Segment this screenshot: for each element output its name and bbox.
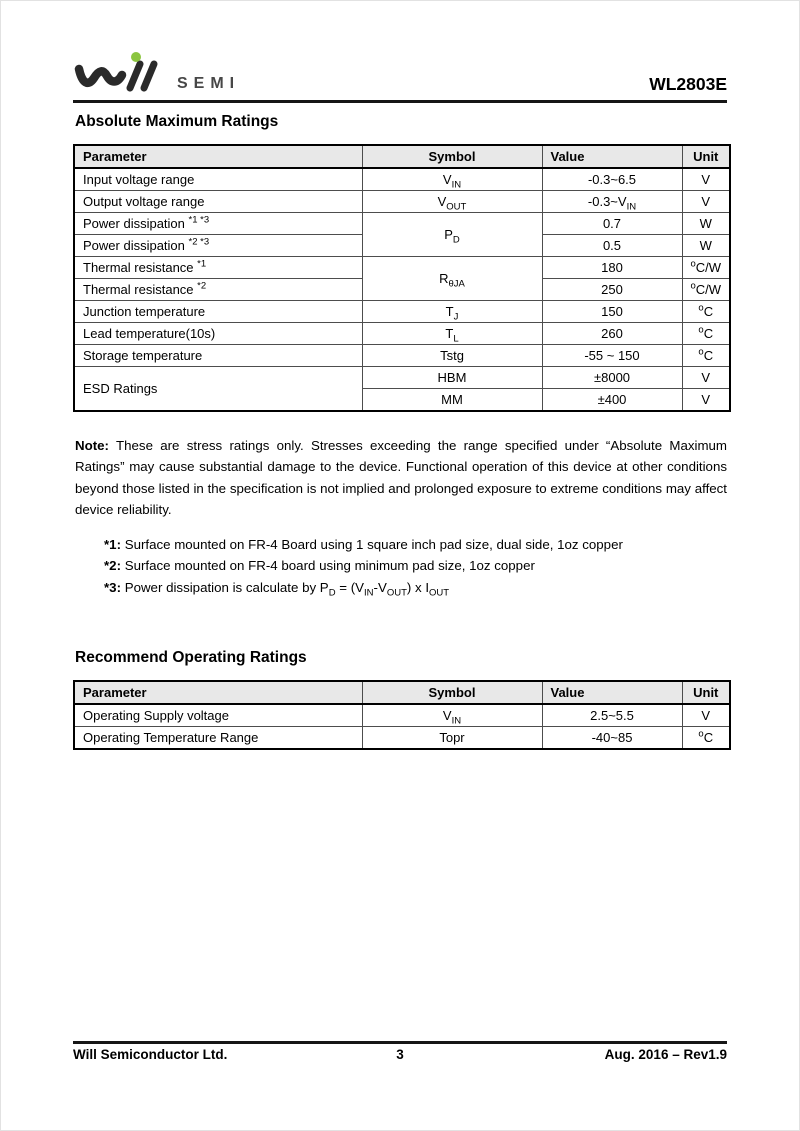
table-cell: $^o$C <box>682 301 730 323</box>
table-cell: Power dissipation $^{*2 *3}$ <box>74 235 362 257</box>
table-row <box>74 345 730 367</box>
table-cell: 0.5 <box>542 235 682 257</box>
table-cell: 260 <box>542 323 682 345</box>
footnote-2: *2: Surface mounted on FR-4 board using minimum pad size, 1oz copper <box>104 558 535 574</box>
table-cell: 180 <box>542 257 682 279</box>
table-cell: V <box>682 367 730 389</box>
table-row <box>74 367 730 389</box>
table-row <box>74 168 730 191</box>
table-cell: V <box>682 191 730 213</box>
table-cell: $^o$C <box>682 727 730 750</box>
table-cell: Junction temperature <box>74 301 362 323</box>
table-cell: Thermal resistance $^{*1}$ <box>74 257 362 279</box>
product-title: WL2803E <box>649 74 727 94</box>
table-cell: $V_{IN}$ <box>362 704 542 727</box>
table-cell: V <box>682 168 730 191</box>
table-cell: 250 <box>542 279 682 301</box>
table-cell: $^o$C/W <box>682 257 730 279</box>
table-row <box>74 191 730 213</box>
table-cell: MM <box>362 389 542 412</box>
table-cell: $P_D$ <box>362 213 542 257</box>
table-cell: $V_{OUT}$ <box>362 191 542 213</box>
column-header: Symbol <box>362 681 542 704</box>
table-row <box>74 704 730 727</box>
table-cell: $^o$C <box>682 345 730 367</box>
table-cell: $^o$C <box>682 323 730 345</box>
table-cell: -55 ~ 150 <box>542 345 682 367</box>
section-title-absolute-maximum-ratings: Absolute Maximum Ratings <box>75 113 279 130</box>
table-cell: ±400 <box>542 389 682 412</box>
will-semi-logo <box>73 51 240 97</box>
footer-revision: Aug. 2016 – Rev1.9 <box>604 1047 727 1062</box>
note-paragraph: Note: These are stress ratings only. Stresses exceeding the range specified under “Absolute Maximum Ratings” may cause substantial damage to the device. Functional operation of this device at other conditions beyond those listed in the specification is not implied and prolonged exposure to extreme conditions may affect device reliability. <box>75 438 727 518</box>
table-cell: Output voltage range <box>74 191 362 213</box>
table-cell: Operating Supply voltage <box>74 704 362 727</box>
footer-page-number: 3 <box>396 1047 404 1062</box>
table-row <box>74 727 730 750</box>
header-row <box>74 681 730 704</box>
will-logo-mark <box>73 51 165 97</box>
footer-company: Will Semiconductor Ltd. <box>73 1047 228 1062</box>
table-row <box>74 257 730 279</box>
table-cell: $T_L$ <box>362 323 542 345</box>
table-cell: Topr <box>362 727 542 750</box>
table-cell: 150 <box>542 301 682 323</box>
table-cell: ±8000 <box>542 367 682 389</box>
table-cell: $T_J$ <box>362 301 542 323</box>
table-cell: Storage temperature <box>74 345 362 367</box>
footnote-3: *3: Power dissipation is calculate by $P_D = (V_{IN}-V_{OUT})$ x $I_{OUT}$ <box>104 579 450 599</box>
table-cell: 0.7 <box>542 213 682 235</box>
table-cell: Operating Temperature Range <box>74 727 362 750</box>
column-header: Value <box>542 681 682 704</box>
table-cell: $-0.3\sim V_{IN}$ <box>542 191 682 213</box>
page-footer <box>73 1041 727 1062</box>
header-row <box>74 145 730 168</box>
table-cell: $R_{\theta JA}$ <box>362 257 542 301</box>
table-cell: Tstg <box>362 345 542 367</box>
column-header: Parameter <box>74 145 362 168</box>
recommend-operating-ratings-table <box>73 680 731 750</box>
section-title-recommend-operating-ratings: Recommend Operating Ratings <box>75 649 307 667</box>
table-cell: $V_{IN}$ <box>362 168 542 191</box>
table-row <box>74 213 730 235</box>
table-row <box>74 323 730 345</box>
table-cell: -0.3~6.5 <box>542 168 682 191</box>
footnotes <box>73 534 727 599</box>
table-cell: -40~85 <box>542 727 682 750</box>
footnote-1: *1: Surface mounted on FR-4 Board using 1 square inch pad size, dual side, 1oz copper <box>104 536 623 552</box>
column-header: Unit <box>682 145 730 168</box>
table-cell: $^o$C/W <box>682 279 730 301</box>
table-row <box>74 301 730 323</box>
table-cell: Thermal resistance $^{*2}$ <box>74 279 362 301</box>
table-cell: Power dissipation $^{*1 *3}$ <box>74 213 362 235</box>
absolute-maximum-ratings-table <box>73 144 731 412</box>
logo-green-dot <box>131 52 141 62</box>
column-header: Symbol <box>362 145 542 168</box>
column-header: Value <box>542 145 682 168</box>
header-rule <box>73 100 727 103</box>
semi-brand-label: SEMI <box>177 75 241 92</box>
page-header <box>73 51 727 97</box>
table-cell: ESD Ratings <box>74 367 362 412</box>
column-header: Parameter <box>74 681 362 704</box>
table-cell: V <box>682 704 730 727</box>
table-cell: Lead temperature(10s) <box>74 323 362 345</box>
footer-rule <box>73 1041 727 1044</box>
table-cell: W <box>682 213 730 235</box>
column-header: Unit <box>682 681 730 704</box>
table-cell: V <box>682 389 730 412</box>
table-cell: HBM <box>362 367 542 389</box>
table-cell: 2.5~5.5 <box>542 704 682 727</box>
table-cell: W <box>682 235 730 257</box>
table-cell: Input voltage range <box>74 168 362 191</box>
